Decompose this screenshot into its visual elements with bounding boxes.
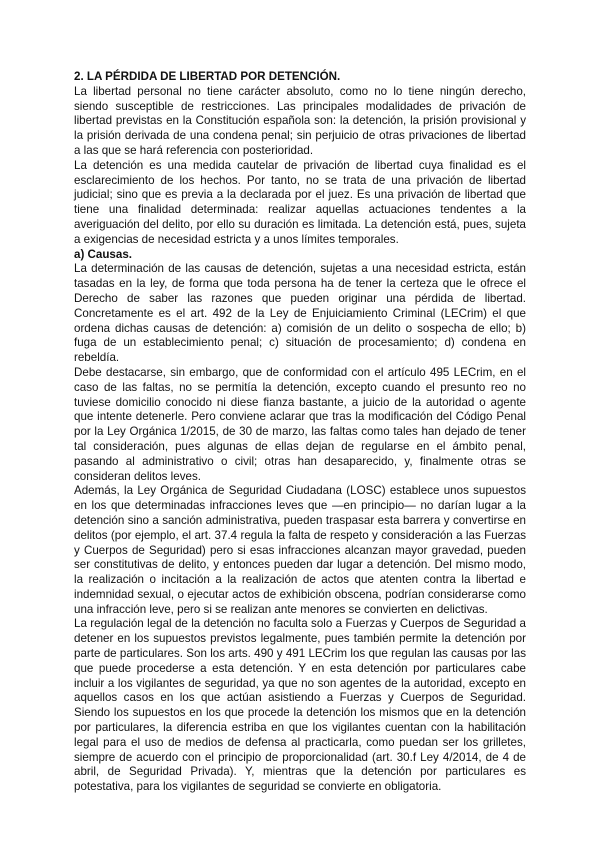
document-page (74, 70, 526, 795)
section-title: 2. LA PÉRDIDA DE LIBERTAD POR DETENCIÓN. (74, 70, 341, 83)
causes-paragraph-2: Debe destacarse, sin embargo, que de conformidad con el artículo 495 LECrim, en el caso de las faltas, no se permitía la detención, excepto cuando el presunto reo no tuviese domicilio conocido ni diese fianza bastante, a juicio de la autoridad o agente que intente detenerle. Pero conviene aclarar que tras la modificación del Código Penal por la Ley Orgánica 1/2015, de 30 de marzo, las faltas como tales han dejado de tener tal consideración, pues algunas de ellas dejan de regularse en el ámbito penal, pasando al administrativo o civil; otras han desaparecido, y, finalmente otras se consideran delitos leves. (74, 365, 526, 483)
causes-paragraph-3: Además, la Ley Orgánica de Seguridad Ciudadana (LOSC) establece unos supuestos en los que determinadas infracciones leves que —en principio— no darían lugar a la detención sino a sanción administrativa, pueden traspasar esta barrera y convertirse en delitos (por ejemplo, el art. 37.4 regula la falta de respeto y consideración a las Fuerzas y Cuerpos de Seguridad) pero si esas infracciones alcanzan mayor gravedad, pueden ser constitutivas de delito, y entonces pueden dar lugar a detención. Del mismo modo, la realización o incitación a la realización de actos que atenten contra la libertad e indemnidad sexual, o ejecutar actos de exhibición obscena, podrían considerarse como una infracción leve, pero si se realizan ante menores se convierten en delictivas. (74, 484, 526, 616)
causes-paragraph-1: La determinación de las causas de detención, sujetas a una necesidad estricta, están tasadas en la ley, de forma que toda persona ha de tener la certeza que le ofrece el Derecho de saber las razones que pueden originar una pérdida de libertad. Concretamente es el art. 492 de la Ley de Enjuiciamiento Criminal (LECrim) el que ordena dichas causas de detención: a) comisión de un delito o sospecha de ello; b) fuga de un establecimiento penal; c) situación de procesamiento; d) condena en rebeldía. (74, 262, 526, 365)
intro-paragraph-2: La detención es una medida cautelar de privación de libertad cuya finalidad es el esclarecimiento de los hechos. Por tanto, no se trata de una privación de libertad judicial; sino que es previa a la declarada por el juez. Es una privación de libertad que tiene una finalidad determinada: realizar aquellas actuaciones tendentes a la averiguación del delito, por ello su duración es limitada. La detención está, pues, sujeta a exigencias de necesidad estricta y a unos límites temporales. (74, 158, 526, 246)
intro-paragraph-1: La libertad personal no tiene carácter absoluto, como no lo tiene ningún derecho, siendo susceptible de restricciones. Las principales modalidades de privación de libertad previstas en la Constitución española son: la detención, la prisión provisional y la prisión derivada de una condena penal; sin perjuicio de otras privaciones de libertad a las que se hará referencia con posterioridad. (74, 84, 526, 157)
causes-paragraph-4: La regulación legal de la detención no faculta solo a Fuerzas y Cuerpos de Seguridad a detener en los supuestos previstos legalmente, pues también permite la detención por parte de particulares. Son los arts. 490 y 491 LECrim los que regulan las causas por las que puede procederse a esta detención. Y en esta detención por particulares cabe incluir a los vigilantes de seguridad, ya que no son agentes de la autoridad, excepto en aquellos casos en los que actúan asistiendo a Fuerzas y Cuerpos de Seguridad. Siendo los supuestos en los que procede la detención los mismos que en la detención por particulares, la diferencia estriba en que los vigilantes cuentan con la habilitación legal para el uso de medios de defensa al practicarla, como puedan ser los grilletes, siempre de acuerdo con el principio de proporcionalidad (art. 30.f Ley 4/2014, de 4 de abril, de Seguridad Privada). Y, mientras que la detención por particulares es potestativa, para los vigilantes de seguridad se convierte en obligatoria. (74, 617, 526, 794)
subsection-title: a) Causas. (74, 247, 132, 261)
